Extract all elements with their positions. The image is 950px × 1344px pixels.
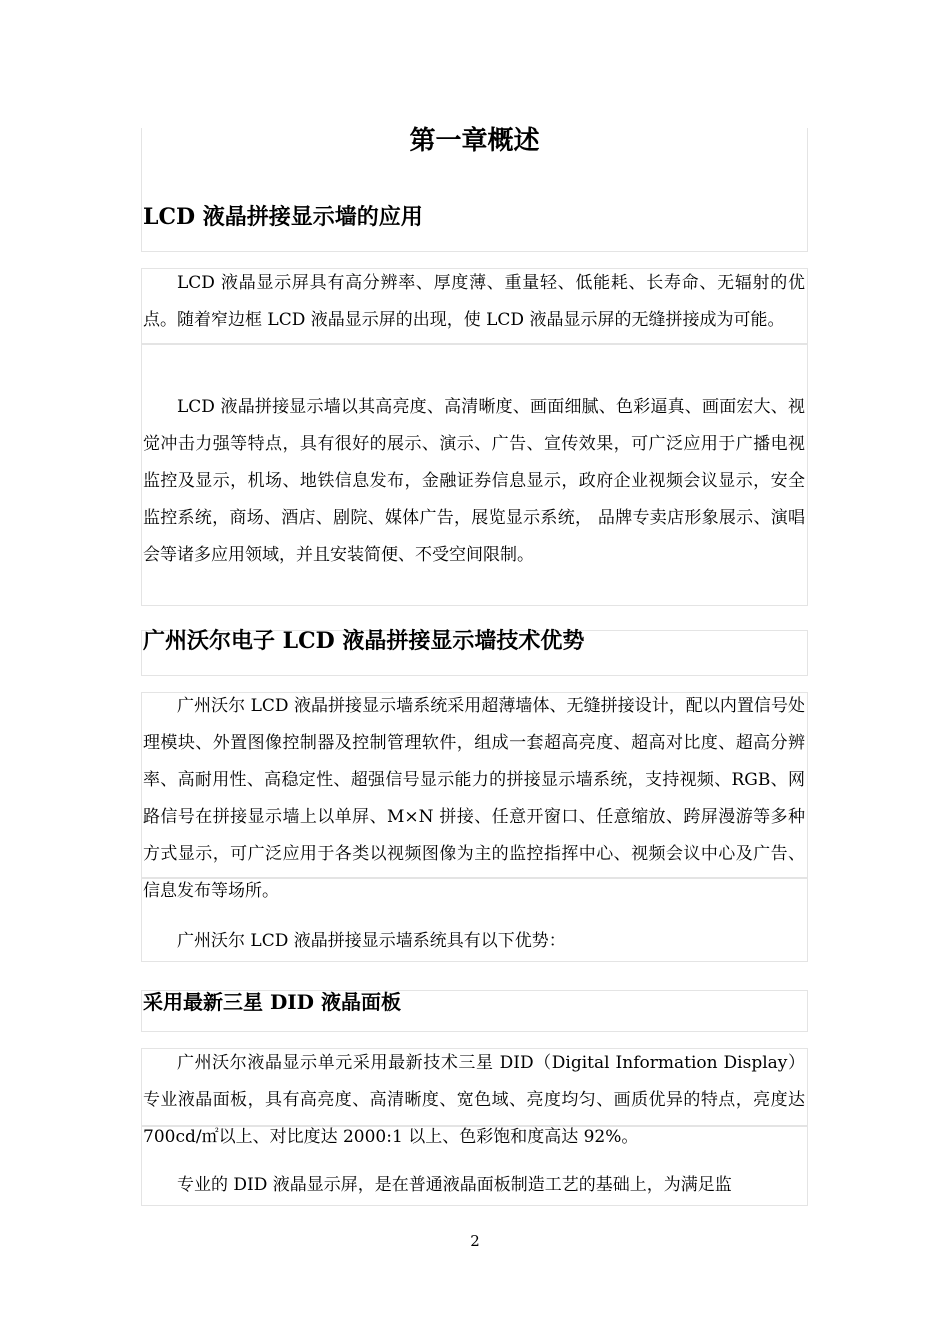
paragraph-lcd-advantages: LCD 液晶显示屏具有高分辨率、厚度薄、重量轻、低能耗、长寿命、无辐射的优点。随着窄边框 LCD 液晶显示屏的出现，使 LCD 液晶显示屏的无缝拼接成为可能。 <box>143 273 805 330</box>
section-heading-lcd-application: LCD 液晶拼接显示墙的应用 <box>143 204 423 230</box>
paragraph-advantages-intro: 广州沃尔 LCD 液晶拼接显示墙系统具有以下优势： <box>177 931 566 951</box>
chapter-title: 第一章概述 <box>409 126 540 156</box>
paragraph-did-professional: 专业的 DID 液晶显示屏，是在普通液晶面板制造工艺的基础上，为满足监 <box>177 1175 732 1195</box>
paragraph-did-panel: 广州沃尔液晶显示单元采用最新技术三星 DID（Digital Information Display）专业液晶面板，具有高亮度、高清晰度、宽色域、亮度均匀、画质优异的特点，亮度达 700cd/㎡以上、对比度达 2000:1 以上、色彩饱和度高达 92%。 <box>143 1053 805 1147</box>
section-heading-samsung-did: 采用最新三星 DID 液晶面板 <box>143 990 401 1014</box>
page-number: 2 <box>470 1232 480 1250</box>
paragraph-lcd-wall-applications: LCD 液晶拼接显示墙以其高亮度、高清晰度、画面细腻、色彩逼真、画面宏大、视觉冲击力强等特点，具有很好的展示、演示、广告、宣传效果，可广泛应用于广播电视监控及显示，机场、地铁信息发布，金融证券信息显示，政府企业视频会议显示，安全监控系统，商场、酒店、剧院、媒体广告，展览显示系统， 品牌专卖店形象展示、演唱会等诸多应用领域，并且安装简便、不受空间限制。 <box>143 397 805 565</box>
section-heading-technical-advantages: 广州沃尔电子 LCD 液晶拼接显示墙技术优势 <box>143 628 585 654</box>
paragraph-system-description: 广州沃尔 LCD 液晶拼接显示墙系统采用超薄墙体、无缝拼接设计，配以内置信号处理模块、外置图像控制器及控制管理软件，组成一套超高亮度、超高对比度、超高分辨率、高耐用性、高稳定性、超强信号显示能力的拼接显示墙系统，支持视频、RGB、网路信号在拼接显示墙上以单屏、M×N 拼接、任意开窗口、任意缩放、跨屏漫游等多种方式显示，可广泛应用于各类以视频图像为主的监控指挥中心、视频会议中心及广告、信息发布等场所。 <box>143 696 805 901</box>
